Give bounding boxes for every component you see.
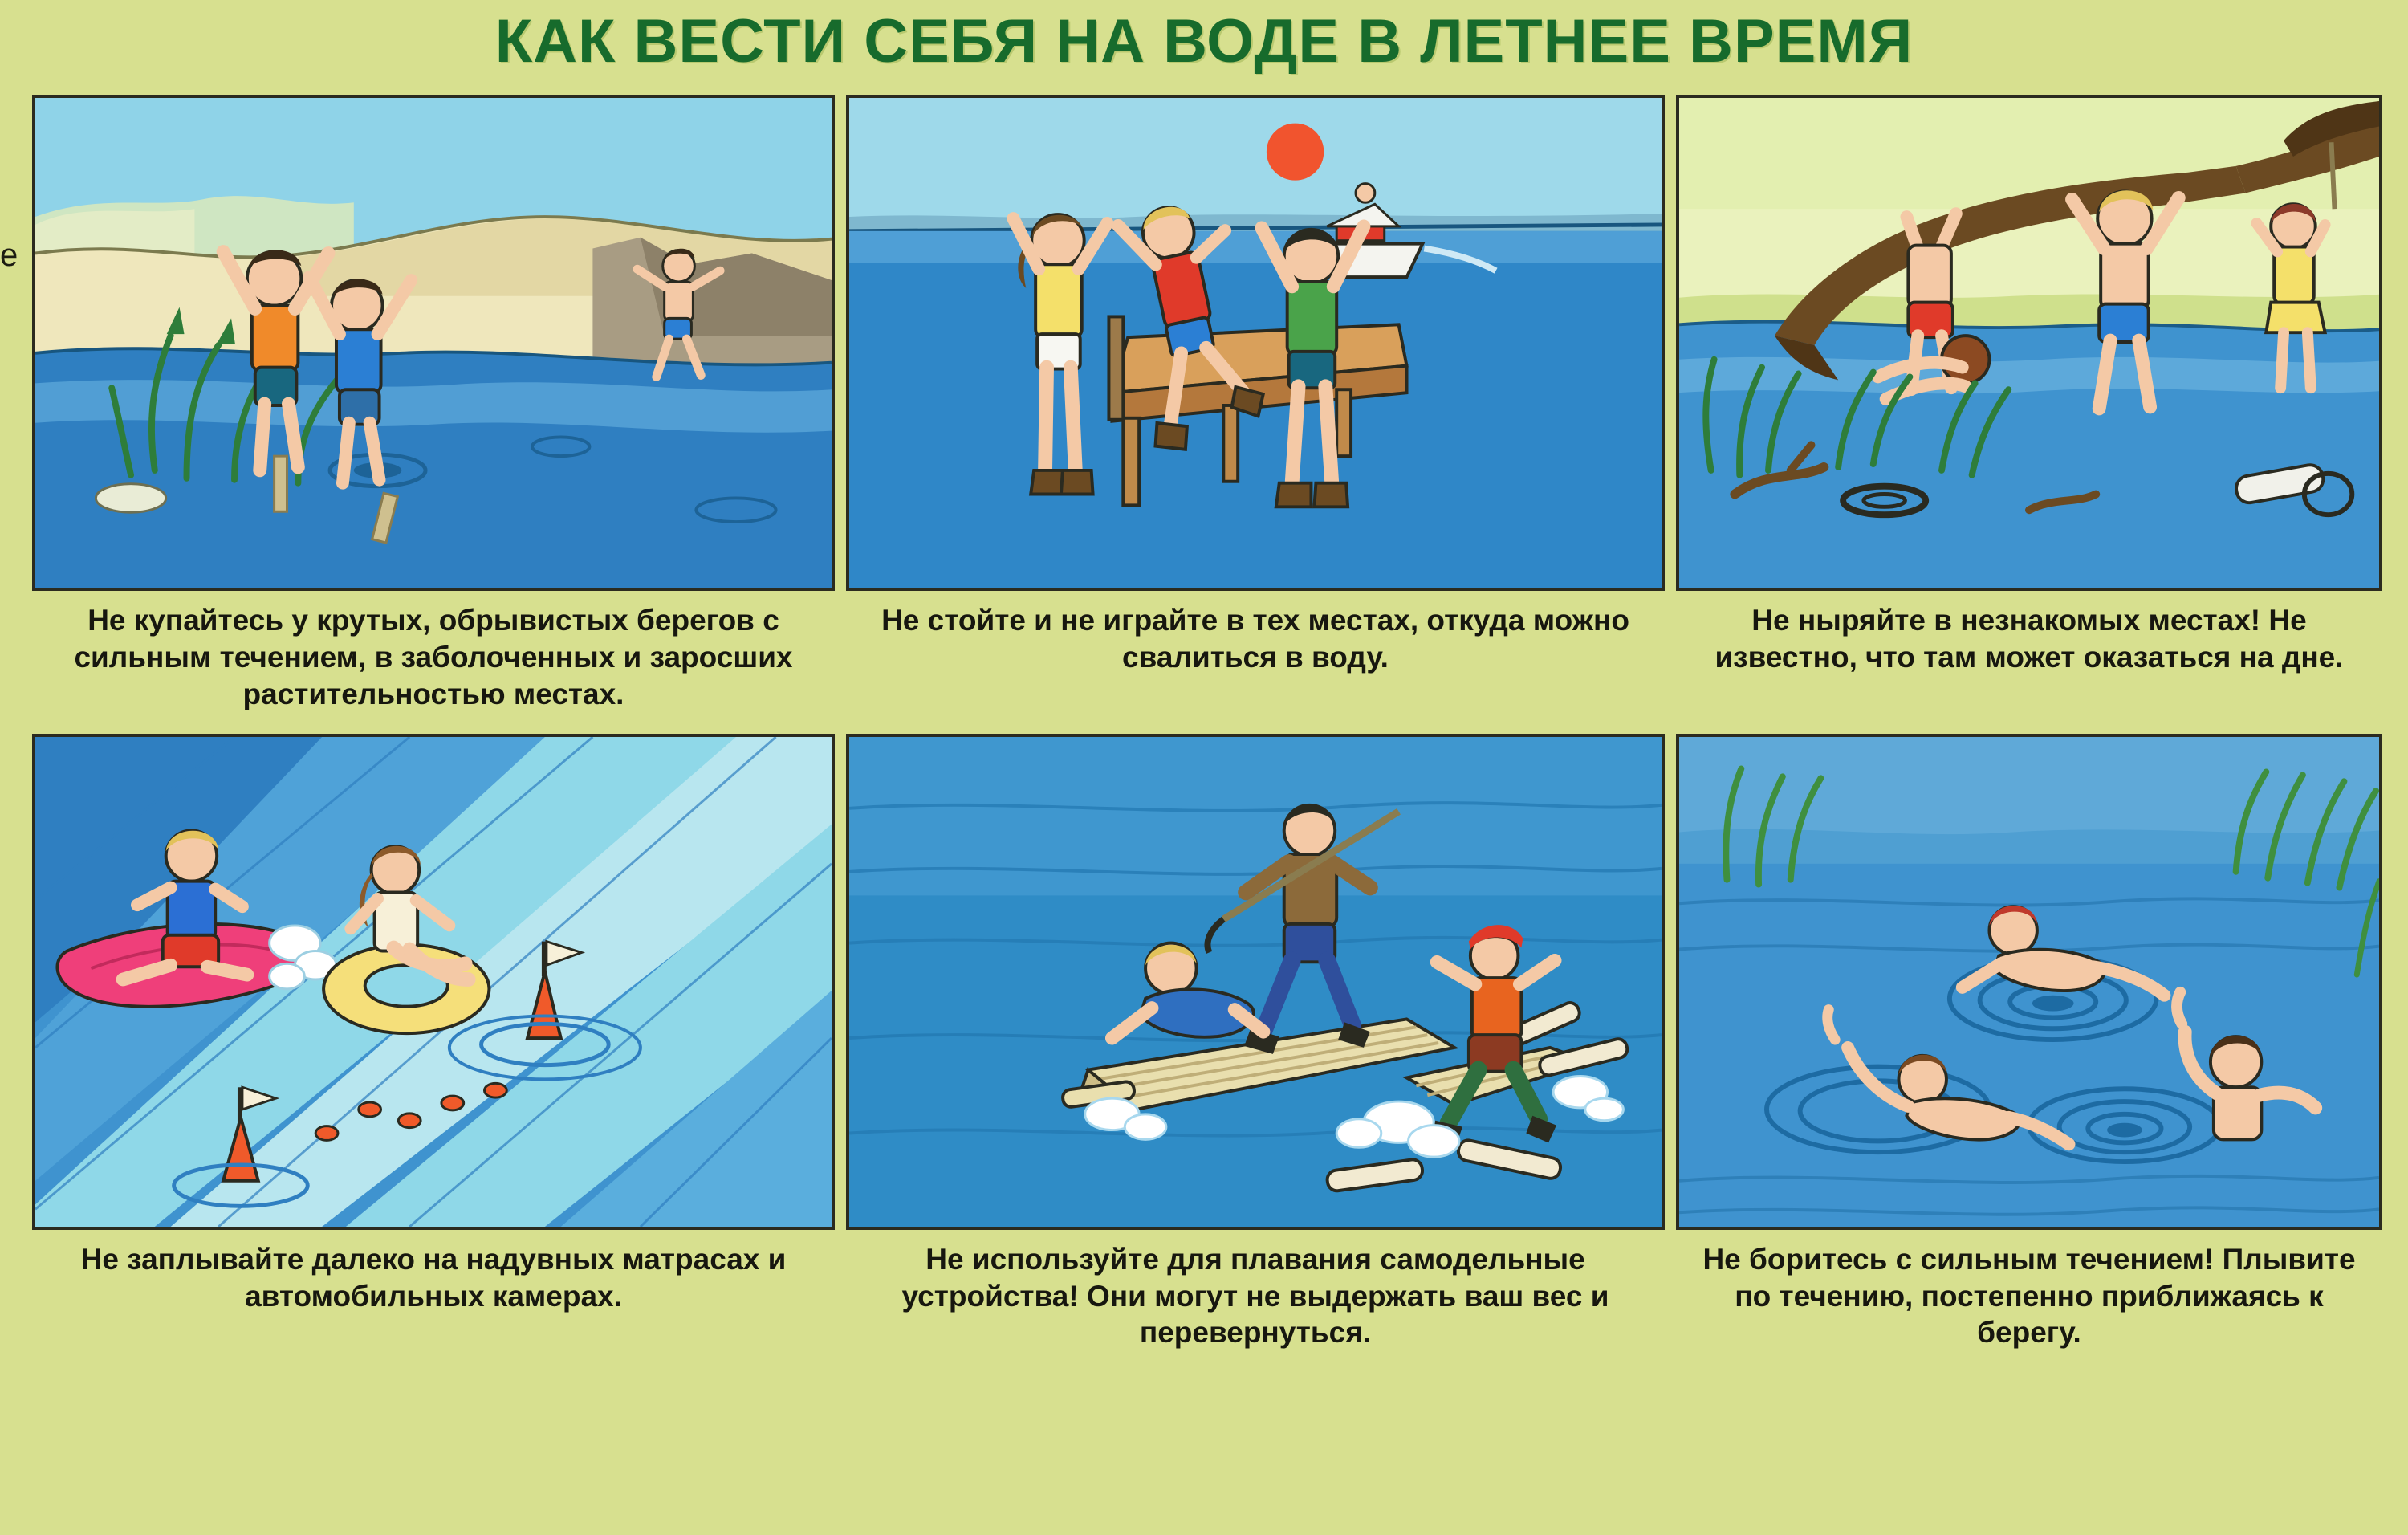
scene-swimmers-caught-in-current-whirlpools [1679,737,2379,1227]
panel-row-1 [0,95,2408,713]
scene-children-jumping-from-steep-bank [35,98,832,588]
panel-inflatables [32,734,835,1352]
panel-strong-current [1676,734,2382,1352]
panel-steep-banks-caption: Не купайтесь у крутых, обрывистых берегов с сильным течением, в заболоченных и заросших растительностью местах. [74,604,793,710]
panel-steep-banks [32,95,835,713]
scene-children-playing-ball-on-pier [849,98,1662,588]
panel-inflatables-caption: Не заплывайте далеко на надувных матрасах и автомобильных камерах. [80,1242,787,1313]
panel-pier-ball [846,95,1665,713]
panel-no-diving-image [1676,95,2382,591]
panel-grid [0,95,2408,1351]
scene-boys-diving-from-tree-branch [1679,98,2379,588]
panel-no-diving [1676,95,2382,713]
panel-strong-current-image [1676,734,2382,1230]
panel-homemade-raft-image [846,734,1665,1230]
page-title: КАК ВЕСТИ СЕБЯ НА ВОДЕ В ЛЕТНЕЕ ВРЕМЯ [494,7,1914,75]
panel-row-2 [0,734,2408,1352]
row-spacer [0,713,2408,734]
panel-strong-current-caption: Не боритесь с сильным течением! Плывите по течению, постепенно приближаясь к берегу. [1702,1242,2356,1350]
panel-inflatables-image [32,734,835,1230]
panel-no-diving-caption: Не ныряйте в незнакомых местах! Не известно, что там может оказаться на дне. [1714,604,2344,674]
panel-pier-ball-caption: Не стойте и не играйте в тех местах, откуда можно свалиться в воду. [881,604,1629,674]
stray-text-fragment: е [0,238,18,273]
panel-homemade-raft-caption: Не используйте для плавания самодельные устройства! Они могут не выдержать ваш вес и перевернуться. [901,1242,1609,1350]
scene-children-on-air-mattress-and-inner-tube [35,737,832,1227]
panel-pier-ball-image [846,95,1665,591]
panel-steep-banks-image [32,95,835,591]
scene-people-on-breaking-homemade-raft [849,737,1662,1227]
panel-homemade-raft [846,734,1665,1352]
